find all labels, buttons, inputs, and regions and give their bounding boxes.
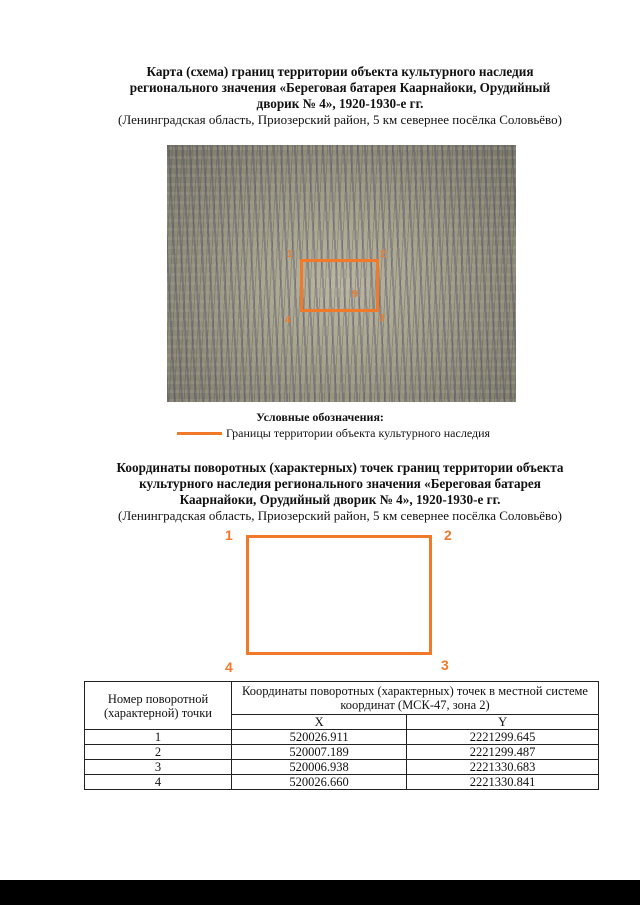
point-number: 4 (85, 775, 232, 790)
map-title-line-3: дворик № 4», 1920-1930-е гг. (256, 96, 424, 111)
coords-title-line-2: культурного наследия регионального значения «Береговая батарея (139, 476, 541, 491)
map-point-label-1: 1 (287, 249, 293, 260)
scheme-point-label-4: 4 (225, 659, 233, 675)
point-number: 2 (85, 745, 232, 760)
coords-title-line-3: Каарнайоки, Орудийный дворик № 4», 1920-1930-е гг. (179, 492, 501, 507)
table-row (85, 775, 599, 790)
scheme-point-label-3: 3 (441, 657, 449, 673)
scan-bottom-edge (0, 880, 640, 905)
scheme-point-label-2: 2 (444, 527, 452, 543)
header-coordinates: Координаты поворотных (характерных) точек в местной системе координат (МСК-47, зона 2) (232, 682, 599, 715)
point-number: 1 (85, 730, 232, 745)
header-y: Y (407, 715, 599, 730)
coord-y: 2221299.645 (407, 730, 599, 745)
map-point-label-4: 4 (285, 315, 291, 326)
map-location: (Ленинградская область, Приозерский район, 5 км севернее посёлка Соловьёво) (118, 112, 562, 127)
map-title (40, 64, 640, 128)
map-point-label-3: 3 (379, 313, 385, 324)
legend-item (177, 426, 490, 441)
coord-y: 2221299.487 (407, 745, 599, 760)
coords-location: (Ленинградская область, Приозерский район, 5 км севернее посёлка Соловьёво) (118, 508, 562, 523)
table-row (85, 730, 599, 745)
coord-y: 2221330.683 (407, 760, 599, 775)
coord-x: 520026.660 (232, 775, 407, 790)
coord-y: 2221330.841 (407, 775, 599, 790)
boundary-rectangle (300, 259, 379, 312)
header-point-number: Номер поворотной (характерной) точки (85, 682, 232, 730)
coords-title (40, 460, 640, 524)
header-x: X (232, 715, 407, 730)
coord-x: 520026.911 (232, 730, 407, 745)
map-center-label: 9 (352, 289, 358, 300)
point-number: 3 (85, 760, 232, 775)
map-point-label-2: 2 (380, 249, 386, 260)
aerial-map-image (167, 145, 516, 402)
table-row (85, 745, 599, 760)
legend-title: Условные обозначения: (256, 410, 384, 424)
coord-x: 520007.189 (232, 745, 407, 760)
map-title-line-2: регионального значения «Береговая батарея Каарнайоки, Орудийный (129, 80, 551, 95)
coords-title-line-1: Координаты поворотных (характерных) точек границ территории объекта (116, 460, 564, 475)
legend-item-label: Границы территории объекта культурного наследия (226, 426, 491, 440)
map-title-line-1: Карта (схема) границ территории объекта культурного наследия (146, 64, 534, 79)
scheme-point-label-1: 1 (225, 527, 233, 543)
table-row (85, 760, 599, 775)
legend-line-swatch (177, 432, 222, 435)
scheme-rectangle (246, 535, 432, 655)
coord-x: 520006.938 (232, 760, 407, 775)
coordinates-table (84, 681, 599, 790)
